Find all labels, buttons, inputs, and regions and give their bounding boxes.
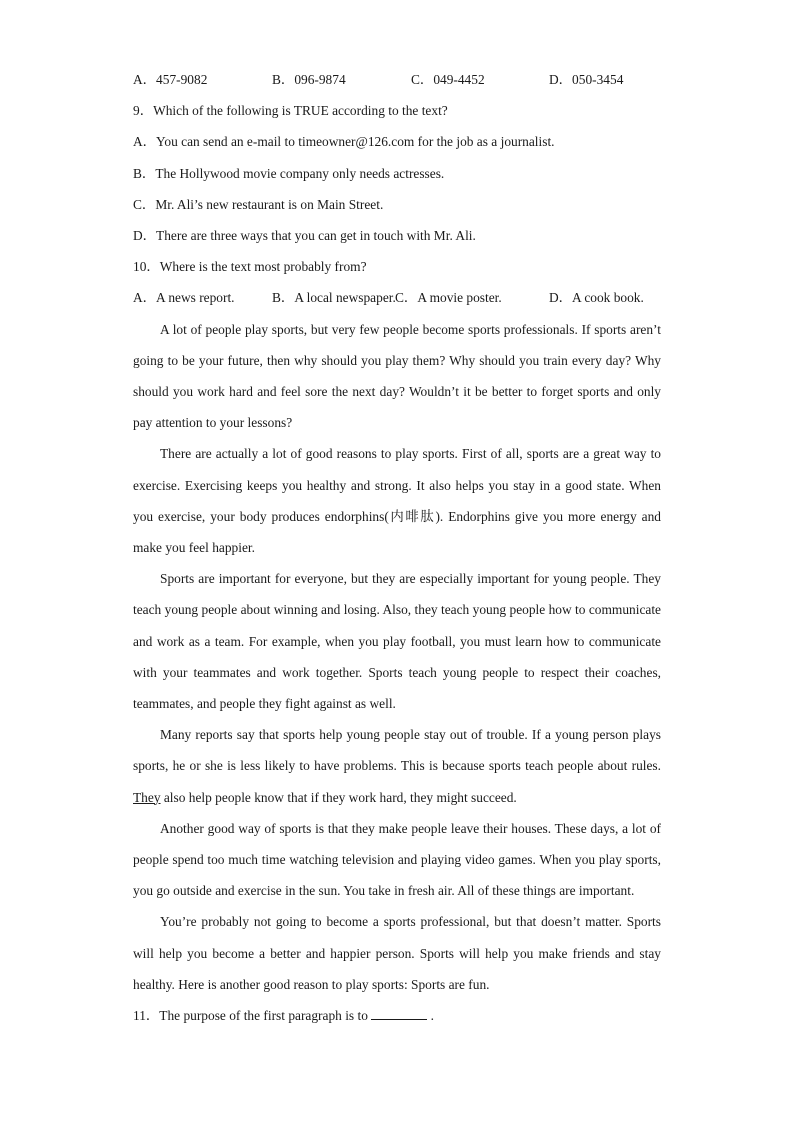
q9-option-c[interactable]: C．Mr. Ali’s new restaurant is on Main Street. — [133, 196, 384, 212]
q10-stem: 10．Where is the text most probably from? — [133, 259, 367, 275]
passage-paragraph-1: A lot of people play sports, but very few people become sports professionals. If sports aren’t going to be your future, then why should you play them? Why should you train every day? Why should you work hard and feel sore the next day? Wouldn’t it be better to forget sports and only pay attention to your lessons? — [133, 321, 661, 431]
q9-option-b[interactable]: B．The Hollywood movie company only needs actresses. — [133, 165, 445, 181]
q9-stem: 9．Which of the following is TRUE according to the text? — [133, 103, 448, 119]
q10-option-a[interactable]: A．A news report. — [133, 290, 235, 306]
passage-paragraph-2: There are actually a lot of good reasons to play sports. First of all, sports are a great way to exercise. Exercising keeps you healthy and strong. It also helps you stay in a good state. When you exercise, your body produces endorphins(内啡肽). Endorphins give you more energy and make you feel happier. — [133, 446, 661, 555]
q8-option-d[interactable]: D．050-3454 — [549, 72, 624, 87]
q9-option-a[interactable]: A．You can send an e-mail to timeowner@126.com for the job as a journalist. — [133, 134, 555, 150]
passage-paragraph-3: Sports are important for everyone, but they are especially important for young people. They teach young people about winning and losing. Also, they teach young people how to communicate and work as a team. For example, when you play football, you must learn how to communicate with your teammates and work together. Sports teach young people to respect their coaches, teammates, and people they fight against as well. — [133, 571, 661, 711]
q10-options — [133, 282, 661, 313]
document-page — [133, 64, 661, 1031]
answer-blank[interactable] — [371, 1007, 427, 1020]
q10-option-b[interactable]: B．A local newspaper. — [272, 290, 396, 306]
q10-option-d[interactable]: D．A cook book. — [549, 290, 644, 306]
q8-option-c[interactable]: C．049-4452 — [411, 72, 485, 87]
q11-stem: 11．The purpose of the first paragraph is to — [133, 1007, 368, 1023]
q11-stem-line: 11．The purpose of the first paragraph is to . — [133, 1007, 434, 1023]
passage-paragraph-4: Many reports say that sports help young people stay out of trouble. If a young person plays sports, he or she is less likely to have problems. This is because sports teach people about rules. They also help people know that if they work hard, they might succeed. — [133, 727, 661, 805]
q8-option-a[interactable]: A．457-9082 — [133, 72, 208, 87]
passage-paragraph-5: Another good way of sports is that they make people leave their houses. These days, a lot of people spend too much time watching television and playing video games. When you play sports, you go outside and exercise in the sun. You take in fresh air. All of these things are important. — [133, 820, 661, 899]
q8-options — [133, 64, 661, 95]
q9-option-d[interactable]: D．There are three ways that you can get in touch with Mr. Ali. — [133, 227, 476, 243]
passage-paragraph-6: You’re probably not going to become a sports professional, but that doesn’t matter. Sports will help you become a better and happier person. Sports will help you make friends and stay healthy. Here is another good reason to play sports: Sports are fun. — [133, 914, 661, 992]
q8-option-b[interactable]: B．096-9874 — [272, 72, 346, 87]
underlined-word-they: They — [133, 789, 161, 805]
q10-option-c[interactable]: C．A movie poster. — [395, 290, 502, 306]
